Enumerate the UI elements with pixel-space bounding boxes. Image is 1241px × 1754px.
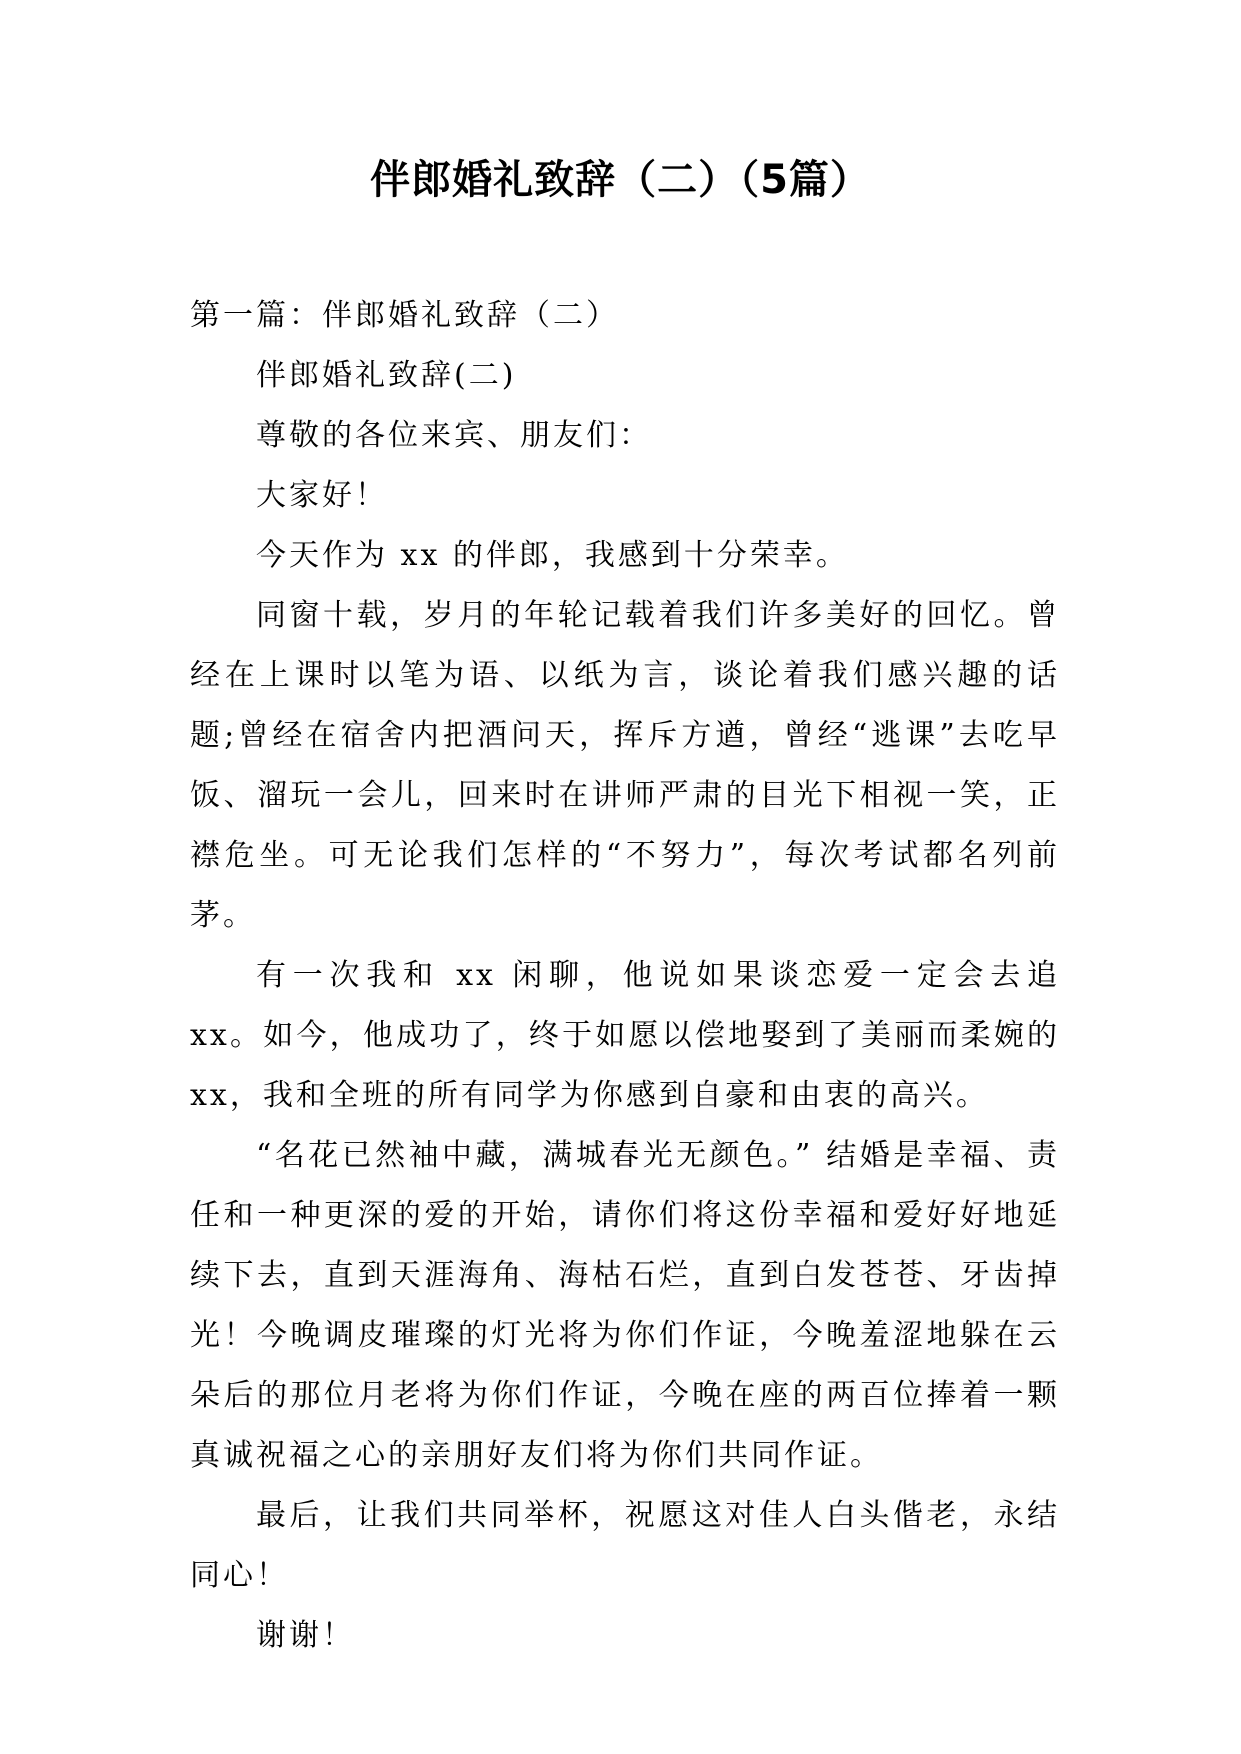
paragraph-memories: 同窗十载，岁月的年轮记载着我们许多美好的回忆。曾经在上课时以笔为语、以纸为言，谈论着我们感兴趣的话题;曾经在宿舍内把酒问天，挥斥方遒，曾经“逃课”去吃早饭、溜玩一会儿，回来时在讲师严肃的目光下相视一笑，正襟危坐。可无论我们怎样的“不努力”，每次考试都名列前茅。 (190, 598, 1060, 933)
paragraph-story: 有一次我和 xx 闲聊，他说如果谈恋爱一定会去追 xx。如今，他成功了，终于如愿以偿地娶到了美丽而柔婉的 xx，我和全班的所有同学为你感到自豪和由衷的高兴。 (190, 958, 1060, 1113)
document-title: 伴郎婚礼致辞（二）（5篇） (370, 157, 871, 203)
paragraph-salutation: 尊敬的各位来宾、朋友们： (256, 418, 652, 453)
document-body (190, 286, 1060, 1666)
paragraph-thanks: 谢谢！ (256, 1618, 355, 1653)
paragraph-subtitle: 伴郎婚礼致辞(二) (256, 358, 517, 393)
paragraph-toast: 最后，让我们共同举杯，祝愿这对佳人白头偕老，永结同心！ (190, 1498, 1060, 1593)
paragraph-intro: 今天作为 xx 的伴郎，我感到十分荣幸。 (256, 538, 849, 573)
paragraph-section-heading: 第一篇：伴郎婚礼致辞（二） (190, 298, 619, 333)
paragraph-blessing: “名花已然袖中藏，满城春光无颜色。” 结婚是幸福、责任和一种更深的爱的开始，请你们将这份幸福和爱好好地延续下去，直到天涯海角、海枯石烂，直到白发苍苍、牙齿掉光！今晚调皮璀璨的灯光将为你们作证，今晚羞涩地躲在云朵后的那位月老将为你们作证，今晚在座的两百位捧着一颗真诚祝福之心的亲朋好友们将为你们共同作证。 (190, 1138, 1060, 1473)
paragraph-greeting: 大家好！ (256, 478, 388, 513)
